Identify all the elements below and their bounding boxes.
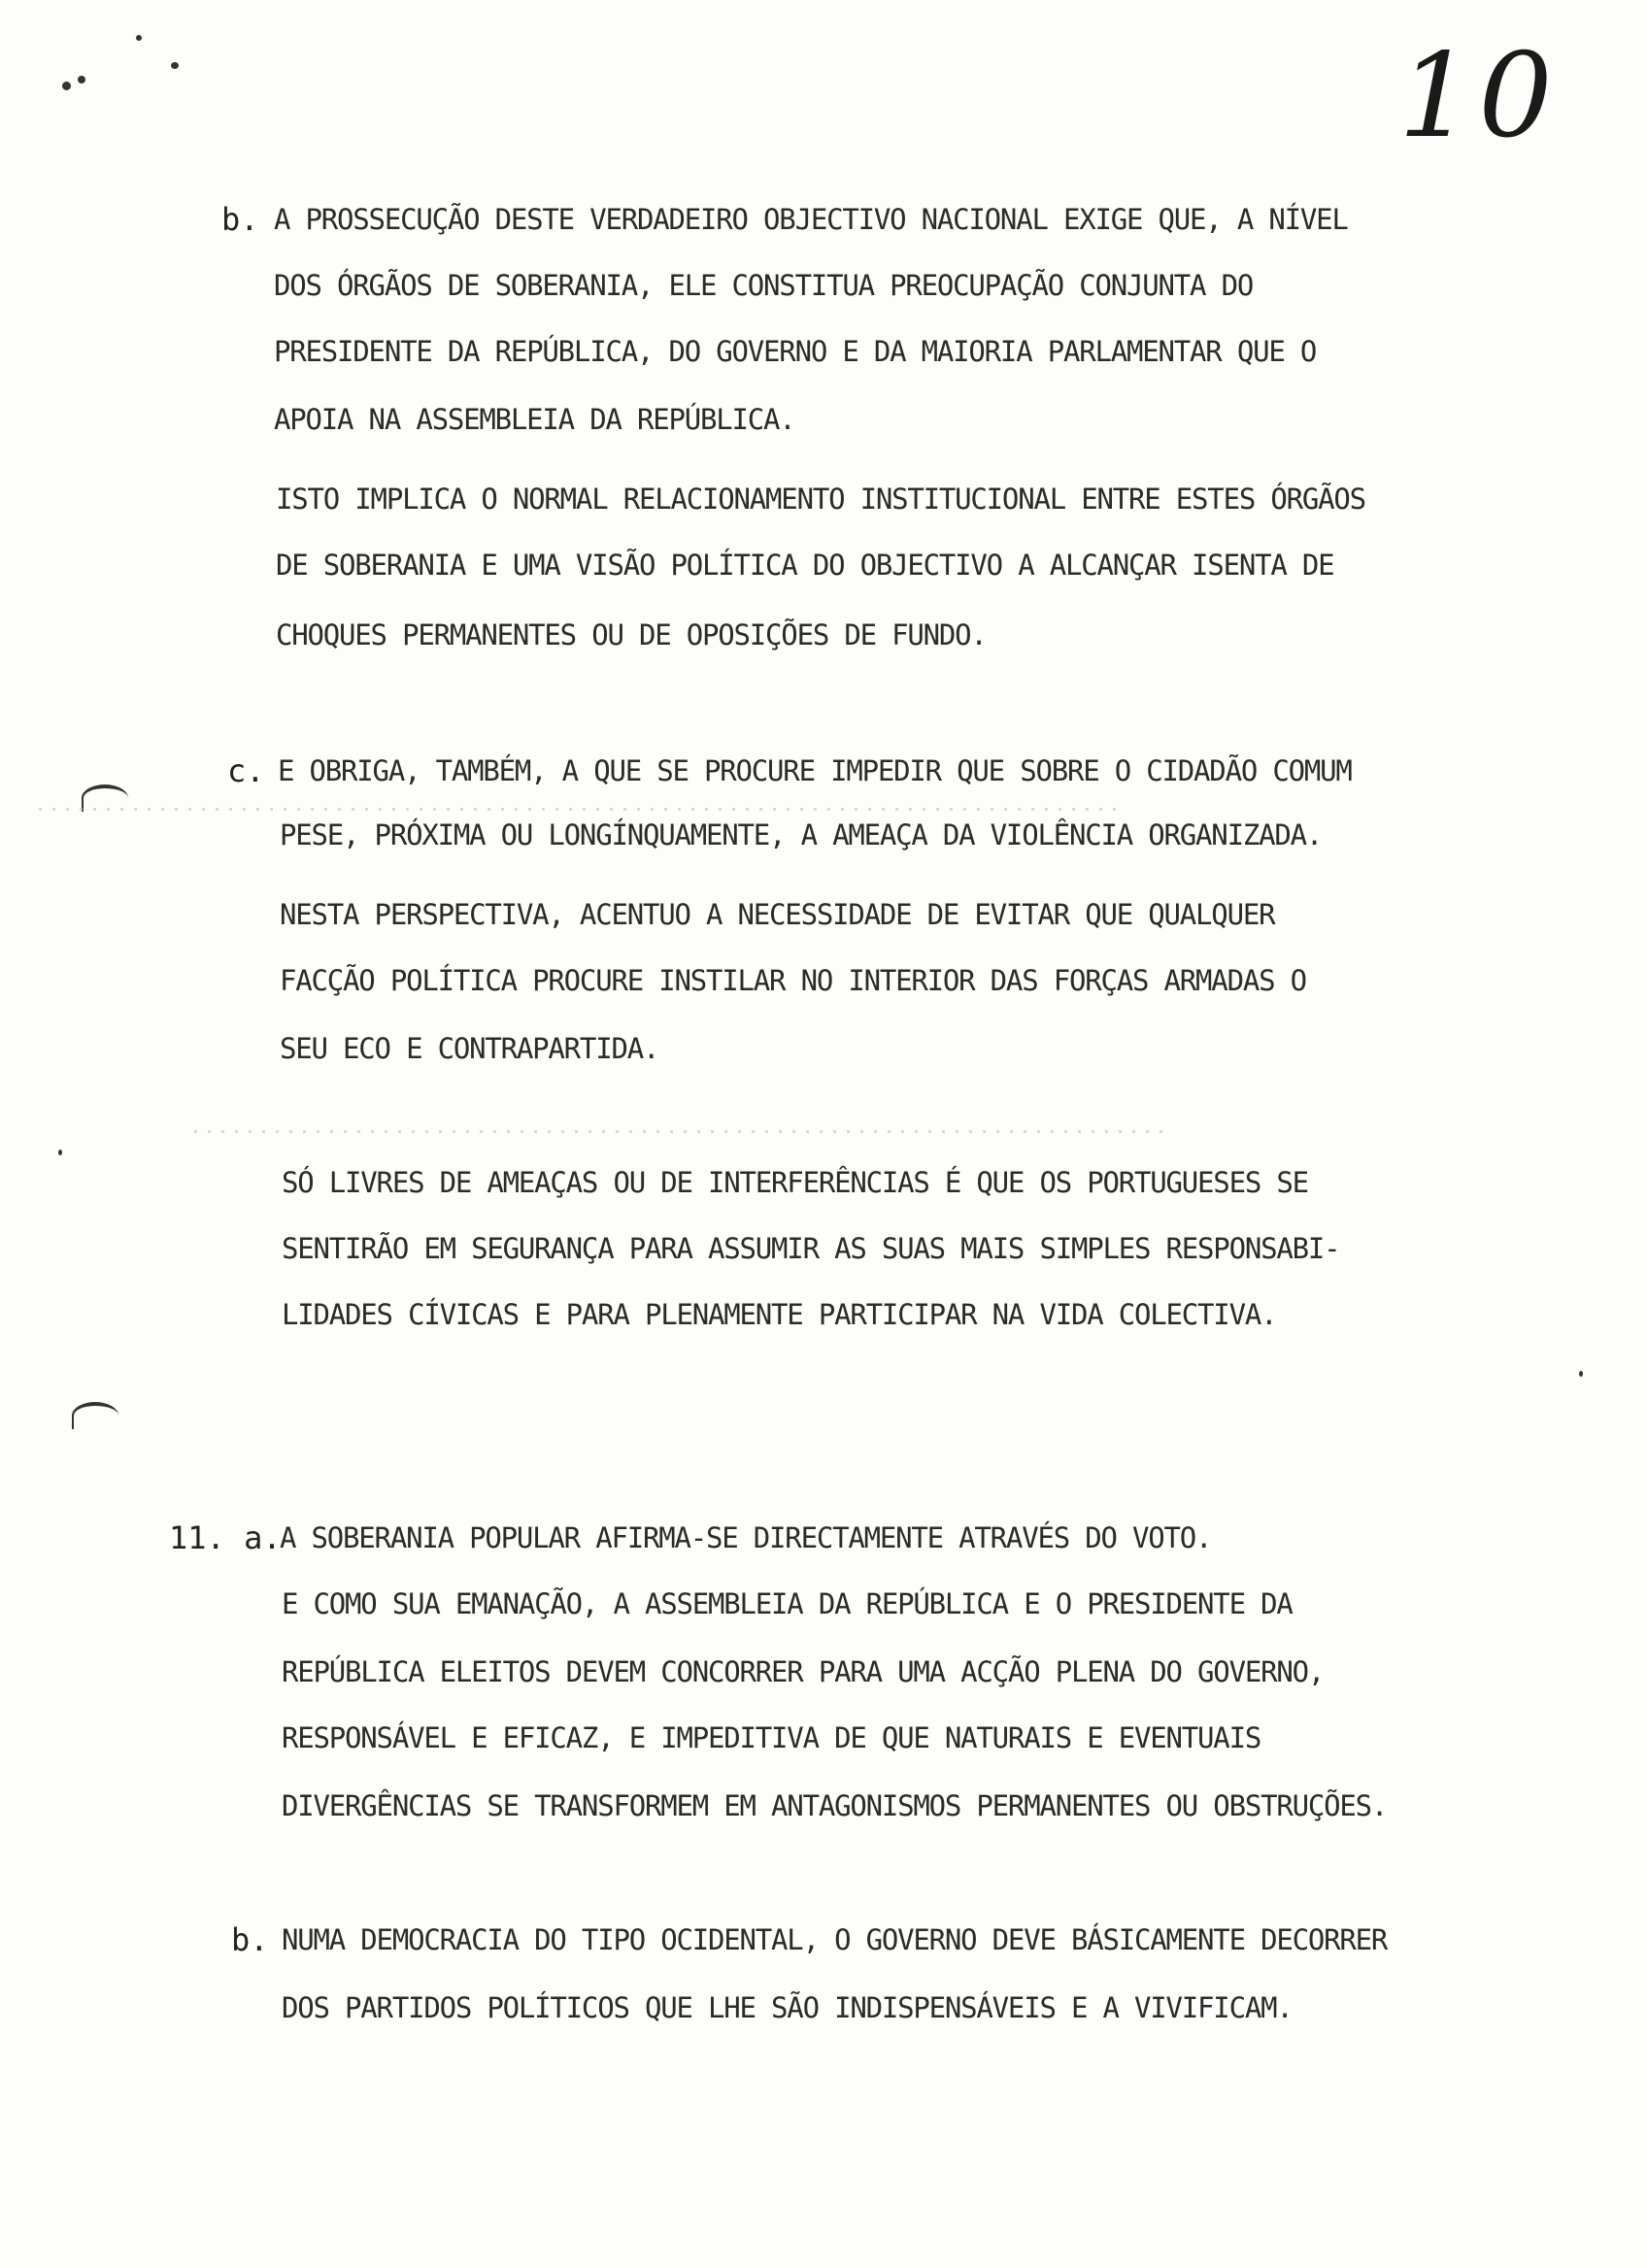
text-line: CHOQUES PERMANENTES OU DE OPOSIÇÕES DE FUNDO. bbox=[276, 618, 987, 651]
text-line: PESE, PRÓXIMA OU LONGÍNQUAMENTE, A AMEAÇA DA VIOLÊNCIA ORGANIZADA. bbox=[280, 818, 1323, 851]
text-line: SEU ECO E CONTRAPARTIDA. bbox=[280, 1032, 659, 1065]
section-marker: c. bbox=[227, 752, 265, 789]
text-line: DOS PARTIDOS POLÍTICOS QUE LHE SÃO INDISPENSÁVEIS E A VIVIFICAM. bbox=[282, 1991, 1293, 2024]
section-marker: b. bbox=[221, 201, 259, 238]
text-line: DE SOBERANIA E UMA VISÃO POLÍTICA DO OBJECTIVO A ALCANÇAR ISENTA DE bbox=[276, 549, 1334, 582]
text-line: ISTO IMPLICA O NORMAL RELACIONAMENTO INSTITUCIONAL ENTRE ESTES ÓRGÃOS bbox=[276, 483, 1365, 516]
text-line: REPÚBLICA ELEITOS DEVEM CONCORRER PARA UMA ACÇÃO PLENA DO GOVERNO, bbox=[282, 1655, 1325, 1688]
text-line: E OBRIGA, TAMBÉM, A QUE SE PROCURE IMPEDIR QUE SOBRE O CIDADÃO COMUM bbox=[278, 754, 1352, 787]
section-marker: 11. a. bbox=[169, 1519, 282, 1556]
scan-noise bbox=[194, 1130, 1165, 1133]
text-line: DIVERGÊNCIAS SE TRANSFORMEM EM ANTAGONISMOS PERMANENTES OU OBSTRUÇÕES. bbox=[282, 1789, 1388, 1822]
handwritten-page-number: 10 bbox=[1398, 29, 1559, 164]
text-line: NESTA PERSPECTIVA, ACENTUO A NECESSIDADE DE EVITAR QUE QUALQUER bbox=[280, 898, 1275, 931]
punch-hole-mark bbox=[72, 1402, 118, 1429]
text-line: FACÇÃO POLÍTICA PROCURE INSTILAR NO INTERIOR DAS FORÇAS ARMADAS O bbox=[280, 964, 1306, 997]
text-line: A PROSSECUÇÃO DESTE VERDADEIRO OBJECTIVO NACIONAL EXIGE QUE, A NÍVEL bbox=[274, 203, 1348, 236]
text-line: SENTIRÃO EM SEGURANÇA PARA ASSUMIR AS SUAS MAIS SIMPLES RESPONSABI- bbox=[282, 1232, 1340, 1265]
text-line: SÓ LIVRES DE AMEAÇAS OU DE INTERFERÊNCIAS É QUE OS PORTUGUESES SE bbox=[282, 1166, 1308, 1199]
text-line: NUMA DEMOCRACIA DO TIPO OCIDENTAL, O GOVERNO DEVE BÁSICAMENTE DECORRER bbox=[282, 1923, 1388, 1956]
text-line: APOIA NA ASSEMBLEIA DA REPÚBLICA. bbox=[274, 403, 795, 436]
text-line: DOS ÓRGÃOS DE SOBERANIA, ELE CONSTITUA PREOCUPAÇÃO CONJUNTA DO bbox=[274, 269, 1254, 302]
text-line: A SOBERANIA POPULAR AFIRMA-SE DIRECTAMENTE ATRAVÉS DO VOTO. bbox=[280, 1521, 1212, 1554]
scan-speck bbox=[62, 82, 71, 90]
scan-speck bbox=[1579, 1371, 1583, 1377]
text-line: E COMO SUA EMANAÇÃO, A ASSEMBLEIA DA REPÚBLICA E O PRESIDENTE DA bbox=[282, 1587, 1293, 1620]
scan-speck bbox=[78, 76, 85, 83]
section-marker: b. bbox=[231, 1921, 269, 1958]
scan-speck bbox=[58, 1150, 62, 1155]
scan-speck bbox=[171, 62, 179, 69]
scan-speck bbox=[136, 35, 142, 41]
text-line: LIDADES CÍVICAS E PARA PLENAMENTE PARTICIPAR NA VIDA COLECTIVA. bbox=[282, 1298, 1277, 1331]
text-line: RESPONSÁVEL E EFICAZ, E IMPEDITIVA DE QUE NATURAIS E EVENTUAIS bbox=[282, 1721, 1261, 1754]
text-line: PRESIDENTE DA REPÚBLICA, DO GOVERNO E DA MAIORIA PARLAMENTAR QUE O bbox=[274, 335, 1317, 368]
scan-noise bbox=[39, 808, 1126, 811]
